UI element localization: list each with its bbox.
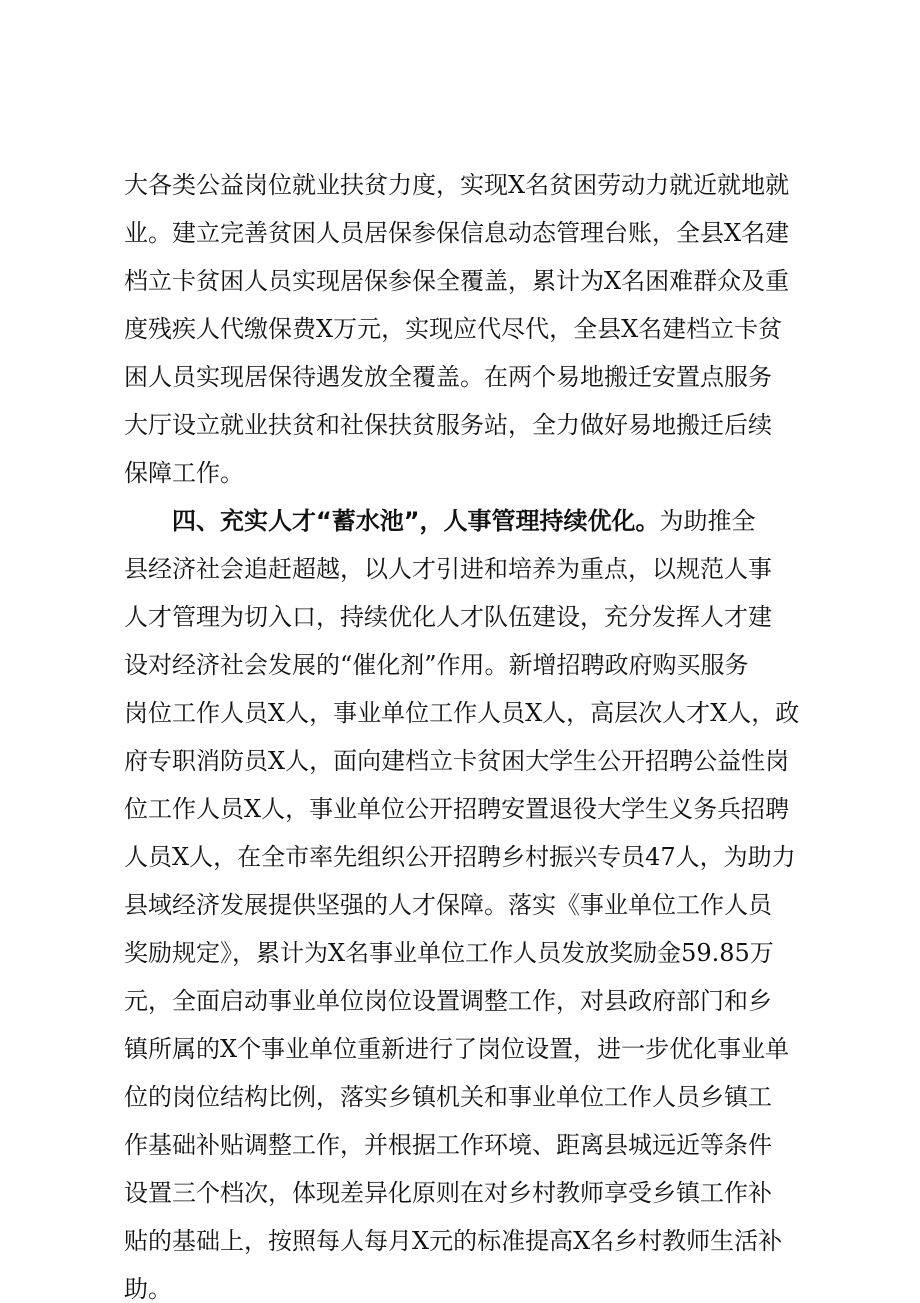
text-line: 县经济社会追赶超越，以人才引进和培养为重点，以规范人事	[124, 555, 772, 583]
text-line: 府专职消防员X人，面向建档立卡贫困大学生公开招聘公益性岗	[124, 747, 790, 775]
text-line: 大厅设立就业扶贫和社保扶贫服务站，全力做好易地搬迁后续	[124, 411, 772, 439]
text-line	[172, 509, 756, 533]
text-line: 位的岗位结构比例，落实乡镇机关和事业单位工作人员乡镇工	[124, 1083, 772, 1111]
text-line: 度残疾人代缴保费X万元，实现应代尽代，全县X名建档立卡贫	[124, 315, 783, 343]
text-line: 保障工作。	[124, 459, 244, 487]
text-line: 人员X人，在全市率先组织公开招聘乡村振兴专员47人，为助力	[124, 843, 796, 871]
text-line: 人才管理为切入口，持续优化人才队伍建设，充分发挥人才建	[124, 603, 772, 631]
text-line: 助。	[124, 1275, 172, 1303]
text-line: 贴的基础上，按照每人每月X元的标准提高X名乡村教师生活补	[124, 1227, 783, 1255]
text-line: 岗位工作人员X人，事业单位工作人员X人，高层次人才X人，政	[124, 699, 800, 727]
text-line: 大各类公益岗位就业扶贫力度，实现X名贫困劳动力就近就地就	[124, 171, 790, 199]
text-line: 镇所属的X个事业单位重新进行了岗位设置，进一步优化事业单	[124, 1035, 790, 1063]
text-line: 元，全面启动事业单位岗位设置调整工作，对县政府部门和乡	[124, 987, 772, 1015]
text-line: 县域经济发展提供坚强的人才保障。落实《事业单位工作人员	[124, 891, 772, 919]
section-heading: 四、充实人才“蓄水池”，人事管理持续优化。	[172, 507, 660, 535]
text-line: 位工作人员X人，事业单位公开招聘安置退役大学生义务兵招聘	[124, 795, 790, 823]
text-line: 作基础补贴调整工作，并根据工作环境、距离县城远近等条件	[124, 1131, 772, 1159]
text-line: 设对经济社会发展的“催化剂”作用。新增招聘政府购买服务	[124, 651, 749, 679]
text-line: 业。建立完善贫困人员居保参保信息动态管理台账，全县X名建	[124, 219, 790, 247]
text-line: 奖励规定》，累计为X名事业单位工作人员发放奖励金59.85万	[124, 939, 774, 967]
text-line: 设置三个档次，体现差异化原则在对乡村教师享受乡镇工作补	[124, 1179, 772, 1207]
section-lead-text: 为助推全	[659, 507, 756, 535]
text-line: 困人员实现居保待遇发放全覆盖。在两个易地搬迁安置点服务	[124, 363, 772, 391]
text-line: 档立卡贫困人员实现居保参保全覆盖，累计为X名困难群众及重	[124, 267, 790, 295]
